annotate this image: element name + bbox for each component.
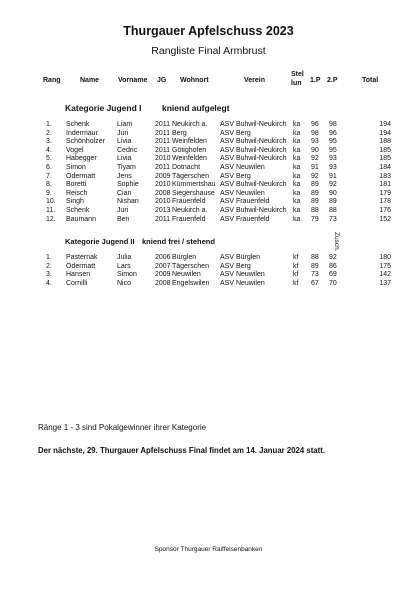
cell-stellung: ka: [293, 129, 301, 137]
cell-total: 142: [379, 271, 391, 279]
cell-vorname: Julia: [117, 254, 132, 261]
cell-wohnort: Frauenfeld: [172, 215, 206, 223]
cell-verein: ASV Neuwilen: [220, 189, 265, 197]
cell-p1: 98: [311, 129, 319, 137]
cell-verein: ASV Frauenfeld: [220, 198, 270, 206]
cell-jg: 2011: [155, 164, 171, 171]
cell-name: Schenk: [66, 121, 90, 128]
cell-name: Hansen: [66, 271, 91, 279]
cell-jg: 2008: [155, 279, 171, 287]
cell-wohnort: Engelswilen: [172, 279, 210, 287]
cell-rang: 1.: [46, 121, 52, 128]
document-title: Thurgauer Apfelschuss 2023: [123, 24, 294, 38]
cell-stellung: ka: [293, 207, 301, 214]
cell-total: 137: [379, 279, 391, 287]
cell-stellung: ka: [293, 172, 301, 180]
cell-jg: 2010: [155, 198, 171, 206]
table-row: [0, 216, 417, 224]
cell-stellung: ka: [293, 138, 301, 146]
cell-total: 179: [379, 189, 391, 197]
cell-vorname: Liam: [117, 121, 133, 128]
header-verein: Verein: [244, 77, 266, 84]
cell-stellung: ka: [293, 189, 301, 197]
table-row: [0, 121, 417, 129]
cell-p1: 93: [311, 138, 319, 146]
cell-verein: ASV Neuwilen: [220, 164, 265, 171]
table-row: [0, 280, 417, 288]
cell-verein: ASV Buhwil-Neukirch: [220, 155, 287, 163]
cell-p2: 95: [329, 146, 337, 154]
cell-vorname: Tiyam: [117, 164, 136, 171]
cell-stellung: ka: [293, 198, 301, 206]
cell-jg: 2011: [155, 129, 171, 137]
cell-wohnort: Frauenfeld: [172, 198, 206, 206]
cell-vorname: Cedric: [117, 146, 138, 154]
cell-p2: 69: [329, 271, 337, 279]
cell-total: 180: [379, 254, 391, 261]
cell-wohnort: Kümmertshau: [172, 181, 216, 189]
cell-p1: 88: [311, 207, 319, 214]
next-event-text: Der nächste, 29. Thurgauer Apfelschuss Final findet am 14. Januar 2024 statt.: [38, 446, 325, 455]
table-row: [0, 181, 417, 189]
cell-name: Vogel: [66, 146, 84, 154]
cell-jg: 2009: [155, 271, 171, 279]
cell-verein: ASV Buhwil-Neukirch: [220, 121, 287, 128]
cell-rang: 3.: [46, 138, 52, 146]
cell-stellung: kf: [293, 254, 299, 261]
cell-wohnort: Weinfelden: [172, 138, 207, 146]
table-row: [0, 173, 417, 181]
cell-p2: 91: [329, 172, 337, 180]
cell-wohnort: Tägerschen: [172, 262, 209, 270]
cell-wohnort: Weinfelden: [172, 155, 207, 163]
cell-jg: 2011: [155, 215, 171, 223]
cell-rang: 5.: [46, 155, 52, 163]
cell-rang: 2.: [46, 262, 52, 270]
cell-stellung: ka: [293, 181, 301, 189]
cell-vorname: Simon: [117, 271, 137, 279]
cell-wohnort: Bürglen: [172, 254, 197, 261]
cell-total: 188: [379, 138, 391, 146]
cell-total: 194: [379, 121, 391, 128]
cell-jg: 2007: [155, 262, 171, 270]
header-total: Total: [362, 77, 379, 84]
cell-name: Cornilli: [66, 279, 88, 287]
cell-p1: 73: [311, 271, 319, 279]
table-row: [0, 254, 417, 262]
cell-p1: 88: [311, 254, 319, 261]
cell-name: Singh: [66, 198, 84, 206]
cell-wohnort: Neukirch a.: [172, 121, 208, 128]
note-text: Ränge 1 - 3 sind Pokalgewinner ihrer Kategorie: [38, 423, 207, 432]
cell-rang: 1.: [46, 254, 52, 261]
cell-rang: 3.: [46, 271, 52, 279]
cell-p1: 96: [311, 121, 319, 128]
cell-vorname: Livia: [117, 138, 132, 146]
header-stellung-2: lun: [291, 80, 302, 87]
cell-jg: 2011: [155, 121, 171, 128]
cell-vorname: Ben: [117, 215, 130, 223]
cell-wohnort: Siegershause: [172, 189, 215, 197]
cell-rang: 12.: [46, 215, 56, 223]
cell-rang: 9.: [46, 189, 52, 197]
table-row: [0, 147, 417, 155]
cell-total: 185: [379, 155, 391, 163]
cell-vorname: Lars: [117, 262, 131, 270]
cell-stellung: kf: [293, 262, 299, 270]
cell-p2: 95: [329, 138, 337, 146]
cell-wohnort: Berg: [172, 129, 187, 137]
cell-name: Odermatt: [66, 262, 96, 270]
cell-vorname: Juri: [117, 207, 129, 214]
cell-p1: 92: [311, 155, 319, 163]
cell-verein: ASV Buhwil-Neukirch: [220, 146, 287, 154]
cell-rang: 8.: [46, 181, 52, 189]
table-row: [0, 263, 417, 271]
cell-stellung: kf: [293, 271, 299, 279]
cell-stellung: ka: [293, 121, 301, 128]
cell-p2: 70: [329, 279, 337, 287]
cell-wohnort: Götighofen: [172, 146, 207, 154]
cell-stellung: ka: [293, 215, 301, 223]
table-row: [0, 155, 417, 163]
cell-total: 178: [379, 198, 391, 206]
side-label: Zusch.: [333, 232, 340, 252]
cell-total: 175: [379, 262, 391, 270]
cell-stellung: kf: [293, 279, 299, 287]
section2-subtitle: kniend frei / stehend: [142, 237, 215, 246]
document-subtitle: Rangliste Final Armbrust: [151, 45, 266, 57]
cell-vorname: Livia: [117, 155, 132, 163]
cell-p2: 96: [329, 129, 337, 137]
cell-p2: 86: [329, 262, 337, 270]
cell-jg: 2008: [155, 189, 171, 197]
table-row: [0, 271, 417, 279]
cell-p1: 79: [311, 215, 319, 223]
cell-vorname: Nico: [117, 279, 132, 287]
cell-name: Baumann: [66, 215, 96, 223]
cell-p2: 90: [329, 189, 337, 197]
cell-p1: 67: [311, 279, 319, 287]
cell-total: 194: [379, 129, 391, 137]
cell-stellung: ka: [293, 146, 301, 154]
cell-vorname: Juri: [117, 129, 129, 137]
cell-p2: 98: [329, 121, 337, 128]
cell-verein: ASV Neuwilen: [220, 271, 265, 279]
cell-p2: 93: [329, 155, 337, 163]
table-row: [0, 164, 417, 172]
cell-verein: ASV Buhwil-Neukirch: [220, 181, 287, 189]
cell-p2: 73: [329, 215, 337, 223]
cell-wohnort: Tägerschen: [172, 172, 209, 180]
cell-wohnort: Dotnacht: [172, 164, 201, 171]
cell-name: Habegger: [66, 155, 97, 163]
cell-rang: 6.: [46, 164, 52, 171]
cell-jg: 2009: [155, 172, 171, 180]
sponsor-text: Sponsor Thurgauer Raiffeisenbanken: [154, 546, 263, 553]
table-row: [0, 138, 417, 146]
section1-subtitle: kniend aufgelegt: [162, 103, 230, 113]
cell-verein: ASV Frauenfeld: [220, 215, 270, 223]
cell-p2: 89: [329, 198, 337, 206]
header-vorname: Vorname: [118, 77, 148, 84]
cell-total: 185: [379, 146, 391, 154]
cell-stellung: ka: [293, 164, 301, 171]
cell-rang: 11.: [46, 207, 56, 214]
cell-p2: 92: [329, 254, 337, 261]
cell-total: 181: [379, 181, 391, 189]
cell-p1: 92: [311, 172, 319, 180]
cell-p2: 93: [329, 164, 337, 171]
cell-jg: 2013: [155, 207, 171, 214]
cell-jg: 2010: [155, 155, 171, 163]
cell-name: Odermatt: [66, 172, 96, 180]
cell-name: Boretti: [66, 181, 87, 189]
cell-wohnort: Neuwilen: [172, 271, 201, 279]
cell-name: Schenk: [66, 207, 90, 214]
header-p1: 1.P: [310, 77, 321, 84]
cell-verein: ASV Buhwil-Neukirch: [220, 138, 287, 146]
cell-vorname: Sophie: [117, 181, 139, 189]
table-row: [0, 207, 417, 215]
cell-verein: ASV Buhwil-Neukirch: [220, 207, 287, 214]
cell-p1: 89: [311, 262, 319, 270]
cell-verein: ASV Berg: [220, 172, 251, 180]
cell-p1: 91: [311, 164, 319, 171]
section1-title: Kategorie Jugend I: [65, 103, 142, 113]
cell-verein: ASV Bürglen: [220, 254, 261, 261]
cell-name: Simon: [66, 164, 86, 171]
cell-total: 183: [379, 172, 391, 180]
cell-verein: ASV Berg: [220, 262, 251, 270]
cell-rang: 4.: [46, 146, 52, 154]
cell-name: Reisch: [66, 189, 88, 197]
header-wohnort: Wohnort: [180, 77, 209, 84]
cell-rang: 2.: [46, 129, 52, 137]
header-jg: JG: [157, 77, 167, 84]
cell-p2: 88: [329, 207, 337, 214]
table-row: [0, 198, 417, 206]
cell-verein: ASV Neuwilen: [220, 279, 265, 287]
cell-name: Indermaur: [66, 129, 98, 137]
header-p2: 2.P: [327, 77, 338, 84]
cell-stellung: ka: [293, 155, 301, 163]
cell-wohnort: Neukirch a.: [172, 207, 208, 214]
cell-vorname: Nishan: [117, 198, 139, 206]
cell-vorname: Jens: [117, 172, 132, 180]
cell-p1: 90: [311, 146, 319, 154]
cell-total: 176: [379, 207, 391, 214]
cell-jg: 2010: [155, 181, 171, 189]
section2-title: Kategorie Jugend II: [65, 237, 135, 246]
cell-rang: 10.: [46, 198, 56, 206]
table-row: [0, 190, 417, 198]
header-name: Name: [80, 77, 100, 84]
cell-total: 184: [379, 164, 391, 171]
cell-p2: 92: [329, 181, 337, 189]
cell-name: Pasternak: [66, 254, 98, 261]
cell-rang: 7.: [46, 172, 52, 180]
cell-name: Schönholzer: [66, 138, 105, 146]
cell-jg: 2006: [155, 254, 171, 261]
cell-p1: 89: [311, 198, 319, 206]
cell-p1: 89: [311, 189, 319, 197]
header-rang: Rang: [43, 77, 61, 84]
cell-total: 152: [379, 215, 391, 223]
cell-verein: ASV Berg: [220, 129, 251, 137]
cell-vorname: Cian: [117, 189, 132, 197]
cell-jg: 2011: [155, 138, 171, 146]
cell-p1: 89: [311, 181, 319, 189]
cell-rang: 4.: [46, 279, 52, 287]
header-stellung-1: Stel: [291, 71, 304, 78]
table-row: [0, 130, 417, 138]
cell-jg: 2011: [155, 146, 171, 154]
